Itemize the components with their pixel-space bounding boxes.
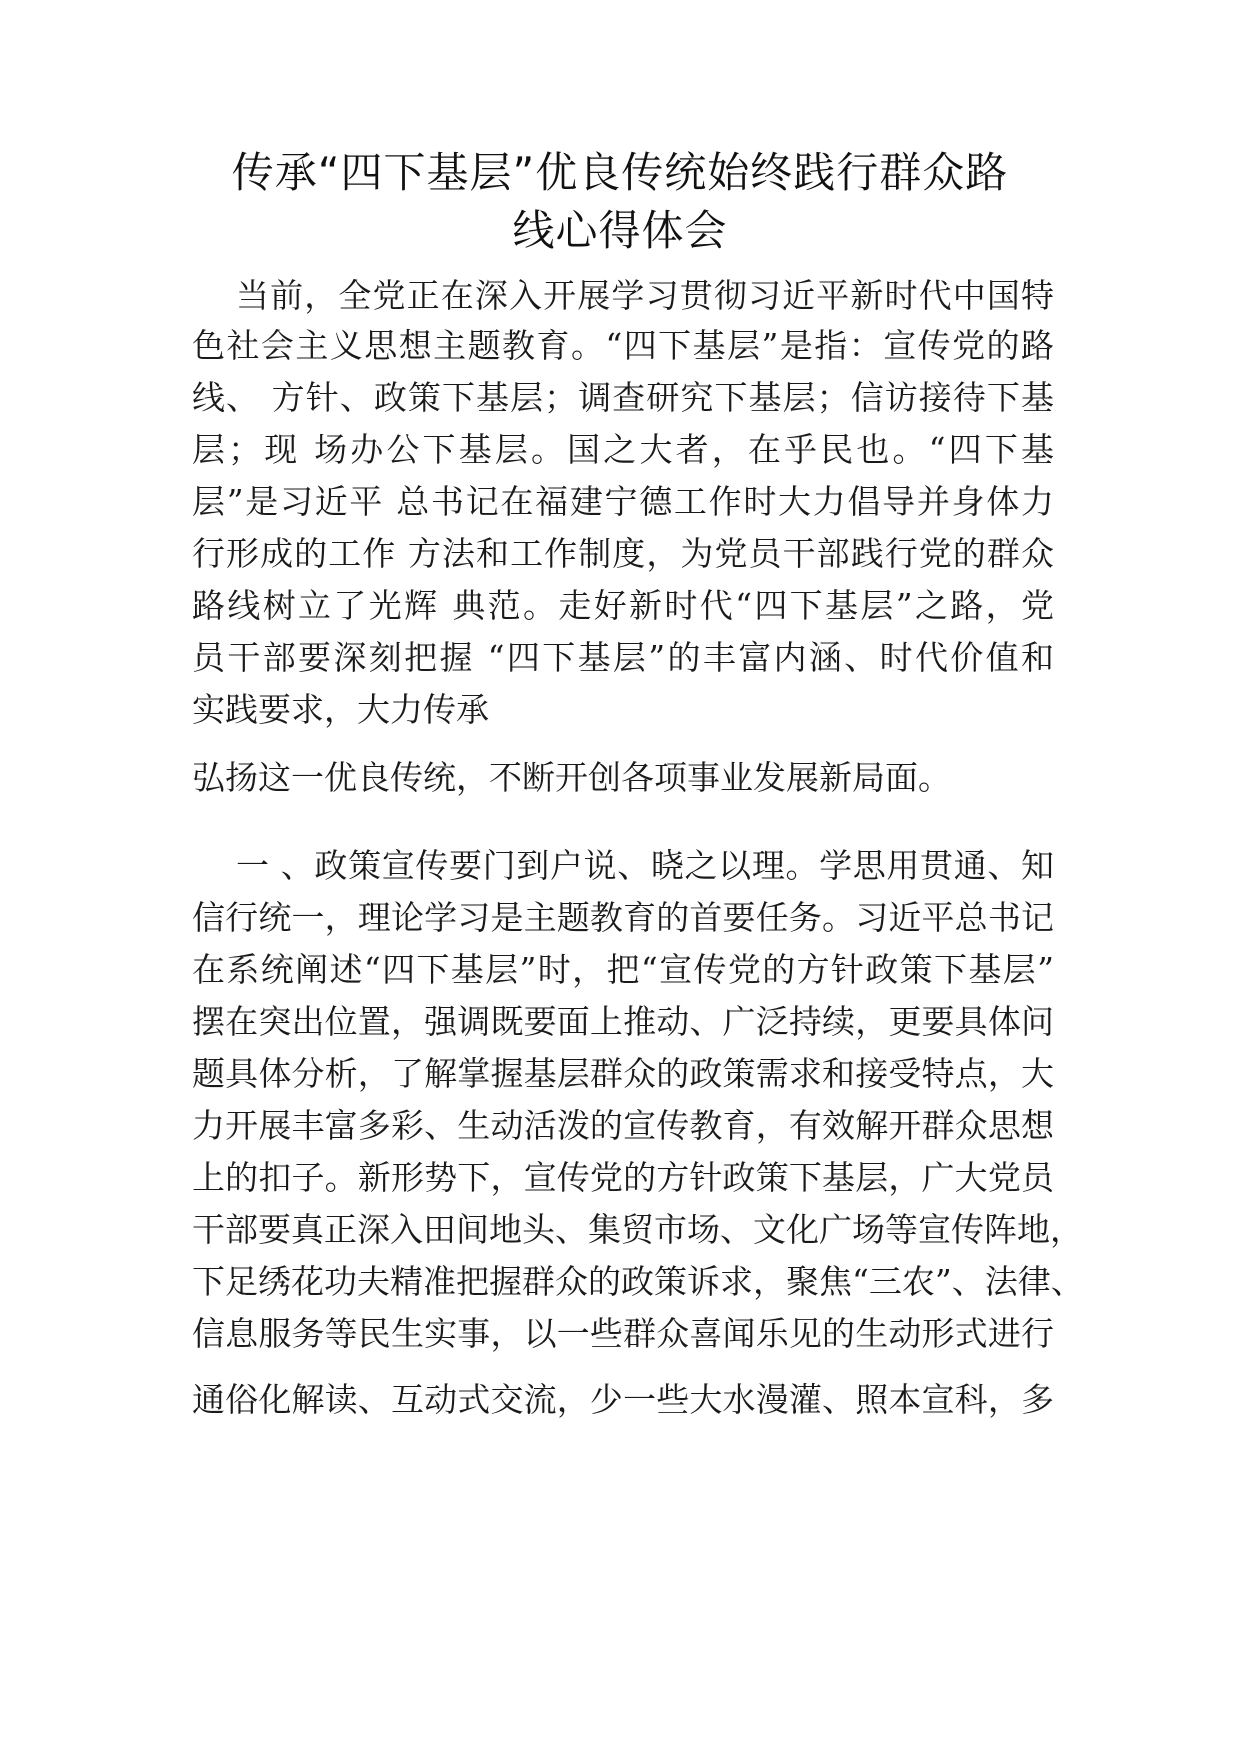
paragraph-1-line-3: 线、 方针、政策下基层；调查研究下基层；信访接待下基 (192, 378, 1054, 417)
paragraph-2-line-4: 摆在突出位置，强调既要面上推动、广泛持续，更要具体问 (192, 1002, 1054, 1041)
paragraph-2-line-6: 力开展丰富多彩、生动活泼的宣传教育，有效解开群众思想 (192, 1106, 1054, 1145)
paragraph-1-line-10: 弘扬这一优良传统，不断开创各项事业发展新局面。 (192, 758, 951, 797)
document-title-line-1: 传承“四下基层”优良传统始终践行群众路 (231, 148, 1009, 197)
paragraph-1-line-8: 员干部要深刻把握 “四下基层”的丰富内涵、时代价值和 (192, 638, 1054, 677)
paragraph-1-line-2: 色社会主义思想主题教育。“四下基层”是指：宣传党的路 (192, 326, 1054, 365)
document-title-line-2: 线心得体会 (512, 206, 728, 255)
paragraph-2-line-1: 一 、政策宣传要门到户说、晓之以理。学思用贯通、知 (236, 846, 1054, 885)
paragraph-1-line-4: 层；现 场办公下基层。国之大者，在乎民也。“四下基 (192, 430, 1054, 469)
paragraph-2-line-7: 上的扣子。新形势下，宣传党的方针政策下基层，广大党员 (192, 1158, 1054, 1197)
paragraph-1-line-5: 层”是习近平 总书记在福建宁德工作时大力倡导并身体力 (192, 482, 1054, 521)
paragraph-1-line-6: 行形成的工作 方法和工作制度，为党员干部践行党的群众 (192, 534, 1054, 573)
paragraph-1-line-9: 实践要求，大力传承 (192, 690, 489, 729)
paragraph-2-line-3: 在系统阐述“四下基层”时，把“宣传党的方针政策下基层” (192, 950, 1054, 989)
paragraph-2-line-11: 通俗化解读、互动式交流，少一些大水漫灌、照本宣科，多 (192, 1380, 1054, 1419)
paragraph-2-line-2: 信行统一，理论学习是主题教育的首要任务。习近平总书记 (192, 898, 1054, 937)
paragraph-1-line-1: 当前，全党正在深入开展学习贯彻习近平新时代中国特 (236, 276, 1054, 315)
paragraph-2-line-10: 信息服务等民生实事，以一些群众喜闻乐见的生动形式进行 (192, 1314, 1054, 1353)
paragraph-2-line-5: 题具体分析，了解掌握基层群众的政策需求和接受特点，大 (192, 1054, 1054, 1093)
paragraph-1-line-7: 路线树立了光辉 典范。走好新时代“四下基层”之路，党 (192, 586, 1054, 625)
paragraph-2-line-8: 干部要真正深入田间地头、集贸市场、文化广场等宣传阵地， (192, 1210, 1083, 1249)
paragraph-2-line-9: 下足绣花功夫精准把握群众的政策诉求，聚焦“三农”、法律、 (192, 1262, 1084, 1301)
